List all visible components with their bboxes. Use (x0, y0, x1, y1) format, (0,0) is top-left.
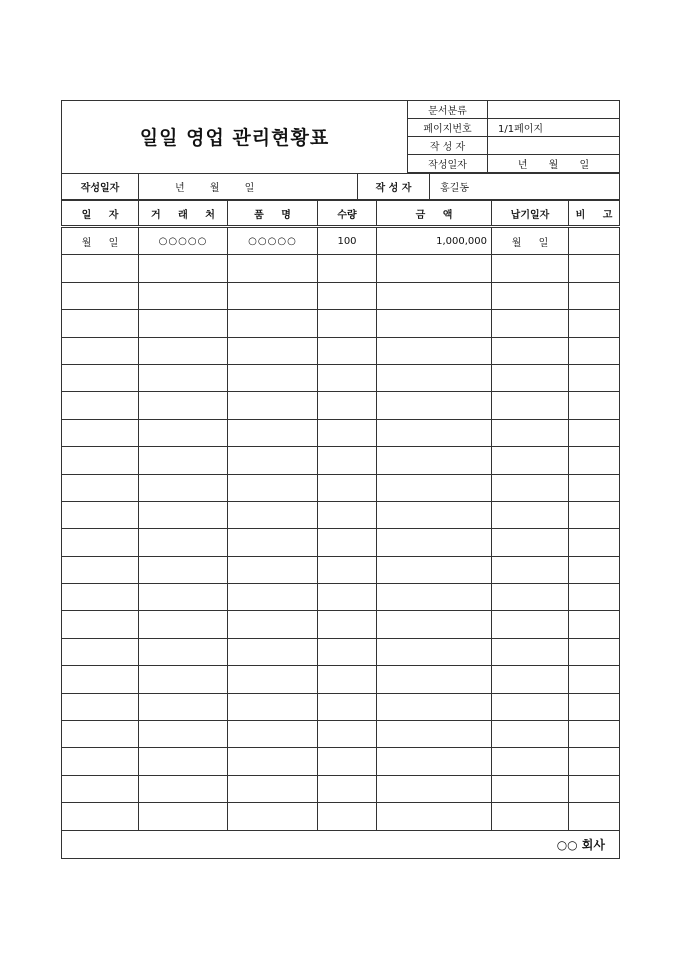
row-qty[interactable] (318, 529, 377, 556)
row-item[interactable] (228, 584, 318, 611)
row-date[interactable] (62, 693, 139, 720)
row-date[interactable] (62, 638, 139, 665)
row-note[interactable] (569, 447, 620, 474)
info-date-value[interactable]: 년 월 일 (139, 174, 358, 200)
row-due-date[interactable] (492, 529, 569, 556)
row-client[interactable] (139, 501, 228, 528)
row-note[interactable] (569, 638, 620, 665)
col-note: 비 고 (569, 201, 620, 227)
row-item[interactable] (228, 556, 318, 583)
table-row (62, 474, 620, 501)
table-row (62, 227, 620, 255)
row-qty[interactable] (318, 775, 377, 802)
row-date[interactable] (62, 556, 139, 583)
row-item[interactable] (228, 282, 318, 309)
table-row (62, 803, 620, 830)
row-date[interactable] (62, 611, 139, 638)
info-writer-label: 작 성 자 (358, 174, 430, 200)
row-due-date[interactable] (492, 638, 569, 665)
table-row (62, 337, 620, 364)
row-qty[interactable] (318, 310, 377, 337)
row-item[interactable] (228, 501, 318, 528)
row-due-date[interactable] (492, 337, 569, 364)
doc-category-value[interactable] (488, 101, 620, 119)
row-item[interactable] (228, 529, 318, 556)
table-row (62, 611, 620, 638)
col-qty: 수량 (318, 201, 377, 227)
col-amount: 금 액 (377, 201, 492, 227)
info-table (61, 173, 620, 200)
author-value[interactable] (488, 137, 620, 155)
row-item[interactable] (228, 638, 318, 665)
row-item[interactable] (228, 803, 318, 830)
table-row (62, 447, 620, 474)
table-row (62, 392, 620, 419)
row-item[interactable] (228, 748, 318, 775)
row-due-date[interactable] (492, 474, 569, 501)
row-date[interactable] (62, 474, 139, 501)
row-client[interactable] (139, 282, 228, 309)
row-note[interactable] (569, 556, 620, 583)
created-date-value[interactable]: 년 월 일 (488, 155, 620, 173)
created-date-label: 작성일자 (408, 155, 488, 173)
row-date[interactable] (62, 447, 139, 474)
row-amount[interactable] (377, 666, 492, 693)
row-client[interactable] (139, 474, 228, 501)
row-due-date[interactable] (492, 255, 569, 282)
row-client[interactable] (139, 693, 228, 720)
row-client[interactable] (139, 529, 228, 556)
row-amount[interactable] (377, 474, 492, 501)
document-title: 일일 영업 관리현황표 (62, 101, 408, 173)
report-sheet (61, 100, 619, 859)
row-note[interactable] (569, 721, 620, 748)
row-qty[interactable] (318, 803, 377, 830)
row-note[interactable] (569, 255, 620, 282)
table-row (62, 501, 620, 528)
row-client[interactable] (139, 392, 228, 419)
row-item[interactable] (228, 666, 318, 693)
row-qty[interactable] (318, 255, 377, 282)
row-qty[interactable] (318, 419, 377, 446)
sales-table (61, 200, 620, 859)
row-note[interactable] (569, 748, 620, 775)
row-date[interactable] (62, 584, 139, 611)
row-client[interactable] (139, 611, 228, 638)
row-item[interactable] (228, 693, 318, 720)
row-note[interactable] (569, 611, 620, 638)
row-item[interactable] (228, 447, 318, 474)
row-item[interactable] (228, 364, 318, 391)
row-due-date[interactable] (492, 392, 569, 419)
row-note[interactable] (569, 310, 620, 337)
table-row (62, 584, 620, 611)
row-note[interactable] (569, 584, 620, 611)
row-date[interactable] (62, 282, 139, 309)
row-item[interactable] (228, 775, 318, 802)
row-client[interactable] (139, 803, 228, 830)
row-due-date[interactable] (492, 721, 569, 748)
row-note[interactable] (569, 666, 620, 693)
row-amount[interactable] (377, 721, 492, 748)
col-date: 일 자 (62, 201, 139, 227)
row-note[interactable] (569, 337, 620, 364)
row-amount[interactable] (377, 638, 492, 665)
row-qty[interactable] (318, 501, 377, 528)
row-qty[interactable] (318, 721, 377, 748)
row-date[interactable] (62, 529, 139, 556)
row-note[interactable] (569, 419, 620, 446)
row-date[interactable] (62, 337, 139, 364)
row-note[interactable] (569, 364, 620, 391)
row-amount[interactable] (377, 611, 492, 638)
row-due-date[interactable] (492, 282, 569, 309)
row-item[interactable] (228, 419, 318, 446)
row-due-date[interactable] (492, 310, 569, 337)
row-client[interactable] (139, 310, 228, 337)
row-amount[interactable] (377, 310, 492, 337)
row-amount[interactable] (377, 255, 492, 282)
row-note[interactable] (569, 282, 620, 309)
row-due-date[interactable] (492, 364, 569, 391)
row-client[interactable] (139, 638, 228, 665)
row-qty[interactable] (318, 282, 377, 309)
row-amount[interactable] (377, 748, 492, 775)
row-due-date[interactable] (492, 775, 569, 802)
row-amount[interactable] (377, 775, 492, 802)
row-date[interactable] (62, 419, 139, 446)
row-date[interactable] (62, 501, 139, 528)
row-item[interactable] (228, 474, 318, 501)
column-header-row (62, 201, 620, 227)
row-due-date[interactable] (492, 693, 569, 720)
table-row (62, 721, 620, 748)
row-due-date[interactable]: 월 일 (492, 227, 569, 255)
col-client: 거 래 처 (139, 201, 228, 227)
table-row (62, 310, 620, 337)
row-qty[interactable] (318, 638, 377, 665)
row-client[interactable] (139, 775, 228, 802)
row-item[interactable] (228, 392, 318, 419)
row-note[interactable] (569, 501, 620, 528)
row-client[interactable] (139, 419, 228, 446)
info-writer-value[interactable]: 홍길동 (430, 174, 620, 200)
row-client[interactable] (139, 337, 228, 364)
header-table (61, 100, 620, 173)
row-amount[interactable] (377, 584, 492, 611)
row-client[interactable] (139, 748, 228, 775)
table-row (62, 282, 620, 309)
row-due-date[interactable] (492, 556, 569, 583)
row-date[interactable] (62, 775, 139, 802)
row-due-date[interactable] (492, 803, 569, 830)
row-item[interactable] (228, 721, 318, 748)
row-qty[interactable] (318, 748, 377, 775)
row-amount[interactable]: 1,000,000 (377, 227, 492, 255)
row-amount[interactable] (377, 337, 492, 364)
row-amount[interactable] (377, 282, 492, 309)
row-amount[interactable] (377, 803, 492, 830)
row-note[interactable] (569, 775, 620, 802)
table-row (62, 255, 620, 282)
row-client[interactable] (139, 447, 228, 474)
row-qty[interactable]: 100 (318, 227, 377, 255)
row-qty[interactable] (318, 447, 377, 474)
row-amount[interactable] (377, 392, 492, 419)
row-amount[interactable] (377, 529, 492, 556)
company-name: ○○ 회사 (62, 830, 620, 858)
row-amount[interactable] (377, 419, 492, 446)
row-client[interactable] (139, 666, 228, 693)
row-date[interactable] (62, 666, 139, 693)
row-date[interactable] (62, 310, 139, 337)
row-note[interactable] (569, 529, 620, 556)
table-row (62, 748, 620, 775)
row-client[interactable] (139, 556, 228, 583)
row-item[interactable]: ○○○○○ (228, 227, 318, 255)
row-due-date[interactable] (492, 611, 569, 638)
row-date[interactable]: 월 일 (62, 227, 139, 255)
row-date[interactable] (62, 255, 139, 282)
row-qty[interactable] (318, 611, 377, 638)
row-qty[interactable] (318, 556, 377, 583)
row-item[interactable] (228, 611, 318, 638)
row-qty[interactable] (318, 666, 377, 693)
row-due-date[interactable] (492, 447, 569, 474)
row-qty[interactable] (318, 474, 377, 501)
row-qty[interactable] (318, 392, 377, 419)
table-row (62, 775, 620, 802)
row-amount[interactable] (377, 693, 492, 720)
row-date[interactable] (62, 721, 139, 748)
row-note[interactable] (569, 474, 620, 501)
table-row (62, 666, 620, 693)
page-number-label: 페이지번호 (408, 119, 488, 137)
author-label: 작 성 자 (408, 137, 488, 155)
row-qty[interactable] (318, 693, 377, 720)
table-row (62, 364, 620, 391)
page-number-value: 1/1페이지 (488, 119, 620, 137)
col-item: 품 명 (228, 201, 318, 227)
row-note[interactable] (569, 227, 620, 255)
table-row (62, 419, 620, 446)
row-due-date[interactable] (492, 501, 569, 528)
row-amount[interactable] (377, 556, 492, 583)
table-row (62, 693, 620, 720)
row-due-date[interactable] (492, 748, 569, 775)
row-note[interactable] (569, 803, 620, 830)
row-amount[interactable] (377, 501, 492, 528)
row-qty[interactable] (318, 337, 377, 364)
info-date-label: 작성일자 (62, 174, 139, 200)
row-date[interactable] (62, 392, 139, 419)
row-item[interactable] (228, 337, 318, 364)
row-due-date[interactable] (492, 419, 569, 446)
row-date[interactable] (62, 803, 139, 830)
table-row (62, 638, 620, 665)
row-client[interactable] (139, 584, 228, 611)
table-row (62, 556, 620, 583)
row-note[interactable] (569, 392, 620, 419)
row-date[interactable] (62, 364, 139, 391)
row-client[interactable] (139, 721, 228, 748)
row-amount[interactable] (377, 364, 492, 391)
row-qty[interactable] (318, 364, 377, 391)
row-qty[interactable] (318, 584, 377, 611)
row-client[interactable] (139, 364, 228, 391)
doc-category-label: 문서분류 (408, 101, 488, 119)
row-item[interactable] (228, 255, 318, 282)
col-due-date: 납기일자 (492, 201, 569, 227)
row-due-date[interactable] (492, 584, 569, 611)
row-client[interactable] (139, 255, 228, 282)
table-row (62, 529, 620, 556)
row-due-date[interactable] (492, 666, 569, 693)
row-date[interactable] (62, 748, 139, 775)
row-amount[interactable] (377, 447, 492, 474)
row-item[interactable] (228, 310, 318, 337)
row-client[interactable]: ○○○○○ (139, 227, 228, 255)
row-note[interactable] (569, 693, 620, 720)
